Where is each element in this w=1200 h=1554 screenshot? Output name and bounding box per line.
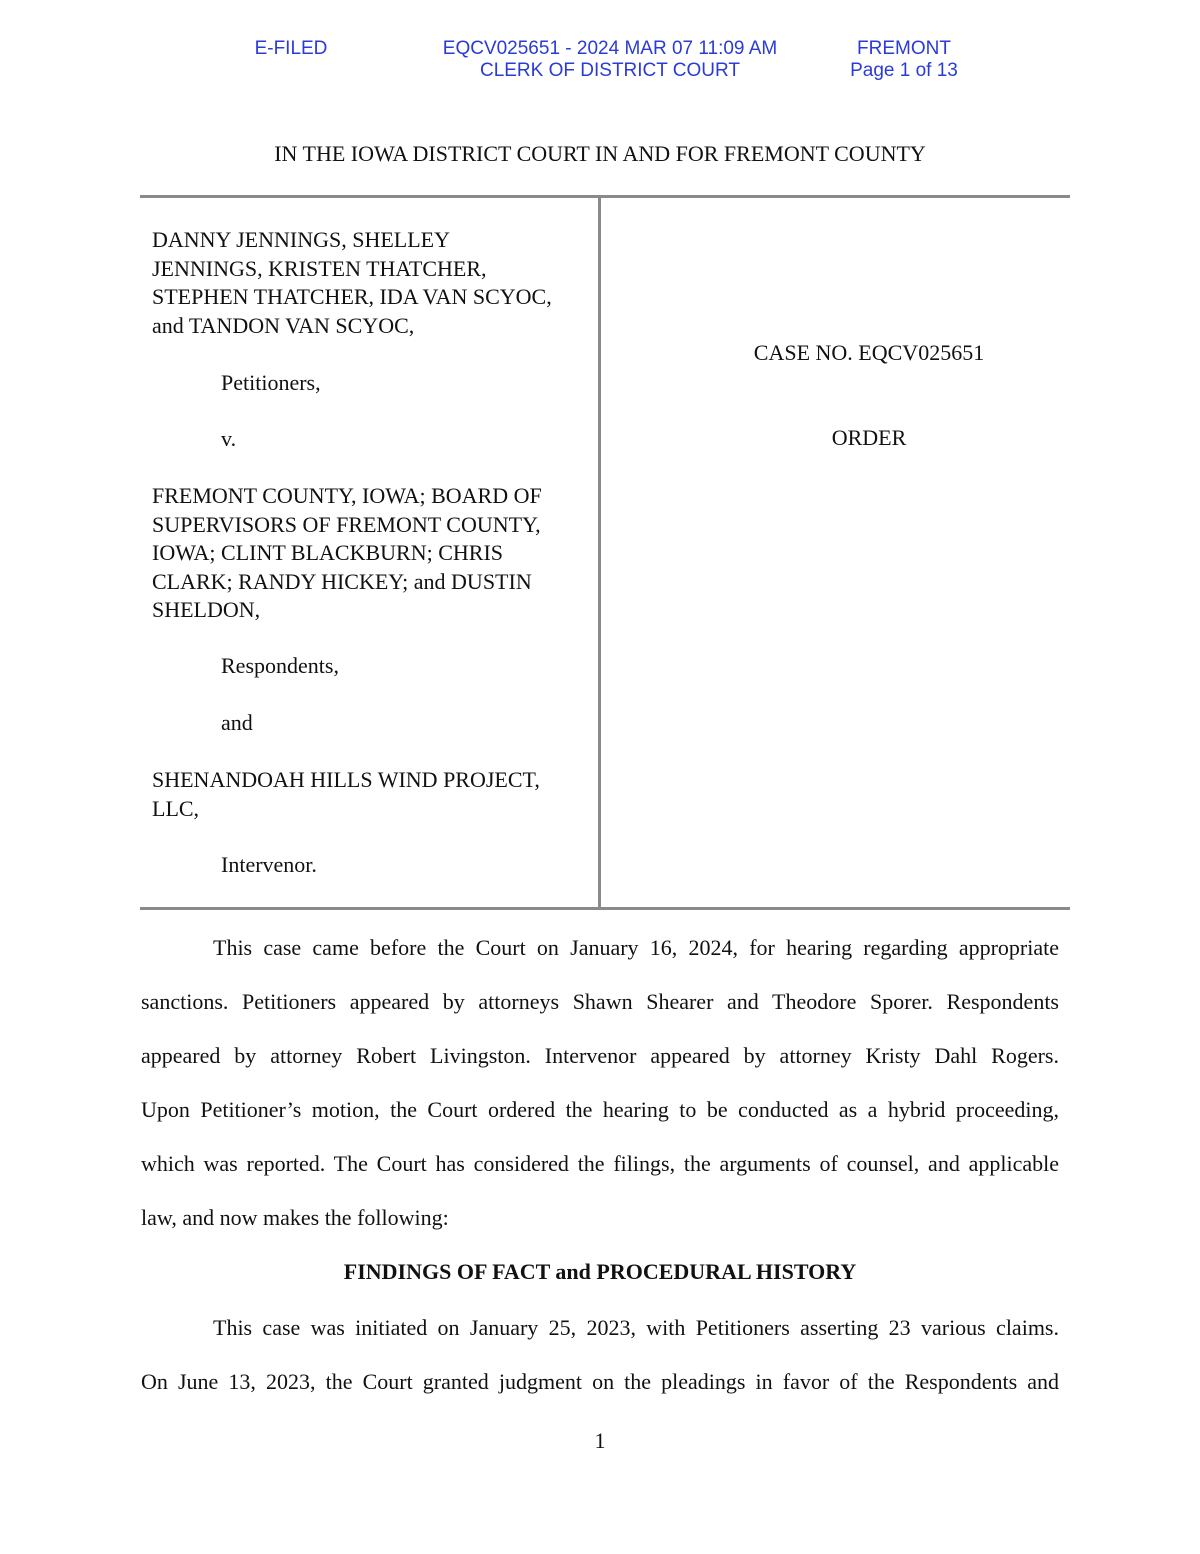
party-line: SUPERVISORS OF FREMONT COUNTY, <box>152 511 541 537</box>
intervenor-label: Intervenor. <box>221 852 317 877</box>
paragraph-line: This case came before the Court on January 16, 2024, for hearing regarding appropriate <box>213 935 1059 960</box>
party-line: and TANDON VAN SCYOC, <box>152 312 415 338</box>
court-title: IN THE IOWA DISTRICT COURT IN AND FOR FREMONT COUNTY <box>274 141 926 166</box>
filing-stamp <box>420 38 800 82</box>
party-line: STEPHEN THATCHER, IDA VAN SCYOC, <box>152 284 552 309</box>
party-line: SHELDON, <box>152 597 261 622</box>
paragraph-line: sanctions. Petitioners appeared by attorneys Shawn Shearer and Theodore Sporer. Respondents <box>141 989 1059 1014</box>
caption-divider <box>598 195 601 910</box>
page-number: 1 <box>594 1428 606 1453</box>
efiled-stamp <box>232 38 350 60</box>
party-line: CLARK; RANDY HICKEY; and DUSTIN <box>152 568 532 594</box>
paragraph-line: appeared by attorney Robert Livingston. Intervenor appeared by attorney Kristy Dahl Rogers. <box>141 1043 1059 1068</box>
paragraph-line: On June 13, 2023, the Court granted judgment on the pleadings in favor of the Respondents and <box>141 1369 1059 1394</box>
paragraph-line: law, and now makes the following: <box>141 1205 449 1230</box>
document-type: ORDER <box>831 425 907 450</box>
petitioners-names <box>152 226 552 340</box>
versus-label: v. <box>221 426 237 451</box>
section-heading: FINDINGS OF FACT and PROCEDURAL HISTORY <box>343 1259 857 1284</box>
party-line: LLC, <box>152 795 200 821</box>
county-name: FREMONT <box>857 38 951 59</box>
respondents-label: Respondents, <box>221 653 339 678</box>
and-label: and <box>221 710 253 735</box>
respondents-names <box>152 482 542 625</box>
page-of-count: Page 1 of 13 <box>850 60 958 81</box>
filing-timestamp: EQCV025651 - 2024 MAR 07 11:09 AM <box>442 38 778 59</box>
party-line: SHENANDOAH HILLS WIND PROJECT, <box>152 767 540 792</box>
intervenor-names <box>152 766 540 823</box>
case-number: CASE NO. EQCV025651 <box>753 340 985 365</box>
history-paragraph <box>141 1301 1059 1409</box>
intro-paragraph <box>141 921 1059 1245</box>
paragraph-line: Upon Petitioner’s motion, the Court ordered the hearing to be conducted as a hybrid proceeding, <box>141 1097 1059 1122</box>
filing-clerk: CLERK OF DISTRICT COURT <box>479 60 741 81</box>
county-stamp <box>830 38 978 82</box>
paragraph-line: which was reported. The Court has considered the filings, the arguments of counsel, and applicable <box>141 1151 1059 1176</box>
efiled-label: E-FILED <box>254 38 328 59</box>
caption-top-rule <box>140 195 1070 198</box>
party-line: FREMONT COUNTY, IOWA; BOARD OF <box>152 483 542 508</box>
party-line: JENNINGS, KRISTEN THATCHER, <box>152 255 487 281</box>
party-line: DANNY JENNINGS, SHELLEY <box>152 227 450 252</box>
caption-bottom-rule <box>140 907 1070 910</box>
petitioners-label: Petitioners, <box>221 370 321 395</box>
party-line: IOWA; CLINT BLACKBURN; CHRIS <box>152 540 504 565</box>
paragraph-line: This case was initiated on January 25, 2023, with Petitioners asserting 23 various claims. <box>213 1315 1059 1340</box>
